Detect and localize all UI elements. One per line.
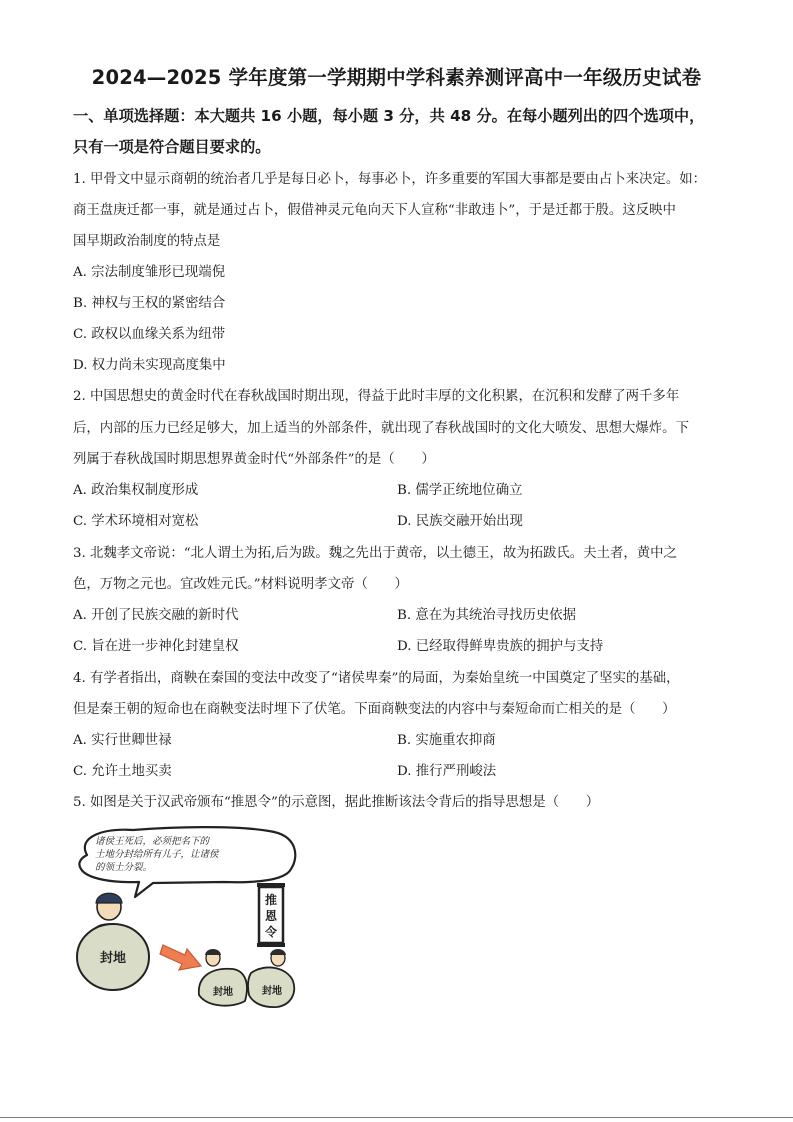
- scroll-char-1: 推: [264, 893, 278, 907]
- q1-stem-line-3: 国早期政治制度的特点是: [73, 234, 221, 249]
- q2-option-d: D. 民族交融开始出现: [397, 514, 523, 529]
- q2-stem-line-2: 后，内部的压力已经足够大，加上适当的外部条件，就出现了春秋战国时的文化大喷发、思想大爆炸。下: [73, 421, 689, 436]
- page-bottom-rule: [0, 1117, 793, 1118]
- scroll-char-3: 令: [264, 925, 278, 939]
- q2-stem-line-3: 列属于春秋战国时期思想界黄金时代“外部条件”的是（ ）: [73, 452, 435, 467]
- q2-stem-line-1: 2. 中国思想史的黄金时代在春秋战国时期出现，得益于此时丰厚的文化积累，在沉积和发酵了两千多年: [73, 389, 680, 404]
- arrow-icon: [160, 945, 201, 970]
- q4-option-c: C. 允许土地买卖: [73, 764, 172, 779]
- q3-option-d: D. 已经取得鲜卑贵族的拥护与支持: [397, 639, 604, 654]
- q2-option-b: B. 儒学正统地位确立: [397, 483, 523, 498]
- q4-option-d: D. 推行严刑峻法: [397, 764, 497, 779]
- q1-stem-line-2: 商王盘庚迁都一事，就是通过占卜，假借神灵元龟向天下人宣称“非敢违卜”，于是迁都于殷。这反映中: [73, 203, 676, 218]
- q1-option-d: D. 权力尚未实现高度集中: [73, 358, 226, 373]
- q4-stem-line-2: 但是秦王朝的短命也在商鞅变法时埋下了伏笔。下面商鞅变法的内容中与秦短命而亡相关的是（ ）: [73, 702, 676, 717]
- scroll-icon: [257, 883, 285, 947]
- heir-figure-left-icon: [205, 949, 221, 966]
- speech-line-1: 诸侯王死后，必须把名下的: [95, 836, 210, 847]
- q4-option-a: A. 实行世卿世禄: [73, 733, 172, 748]
- q1-stem-line-1: 1. 甲骨文中显示商朝的统治者几乎是每日必卜，每事必卜，许多重要的军国大事都是要由占卜来决定。如：: [73, 172, 706, 187]
- q1-option-b: B. 神权与王权的紧密结合: [73, 296, 226, 311]
- q3-option-a: A. 开创了民族交融的新时代: [73, 608, 239, 623]
- q2-option-a: A. 政治集权制度形成: [73, 483, 199, 498]
- small-land-left-label: 封地: [213, 987, 233, 998]
- q5-stem-line-1: 5. 如图是关于汉武帝颁布“推恩令”的示意图，据此推断该法令背后的指导思想是（ ）: [73, 795, 600, 810]
- q3-stem-line-1: 3. 北魏孝文帝说：“北人谓土为拓,后为跋。魏之先出于黄帝，以土德王，故为拓跋氏。夫土者，黄中之: [73, 546, 677, 561]
- q3-option-b: B. 意在为其统治寻找历史依据: [397, 608, 577, 623]
- q2-option-c: C. 学术环境相对宽松: [73, 514, 199, 529]
- speech-line-2: 土地分封给所有儿子，让诸侯: [95, 849, 219, 860]
- section-heading-line-1: 一、单项选择题：本大题共 16 小题，每小题 3 分，共 48 分。在每小题列出的四个选项中，: [73, 107, 705, 125]
- heir-figure-right-icon: [270, 949, 286, 966]
- big-land-label: 封地: [99, 951, 127, 966]
- q1-option-c: C. 政权以血缘关系为纽带: [73, 327, 226, 342]
- speech-line-3: 的领土分裂。: [95, 862, 153, 873]
- exam-title: 2024—2025 学年度第一学期期中学科素养测评高中一年级历史试卷: [91, 66, 702, 89]
- q4-option-b: B. 实施重农抑商: [397, 733, 496, 748]
- q4-stem-line-1: 4. 有学者指出，商鞅在秦国的变法中改变了“诸侯卑秦”的局面，为秦始皇统一中国奠定了坚实的基础，: [73, 671, 680, 686]
- scroll-char-2: 恩: [264, 909, 278, 923]
- small-land-right-label: 封地: [262, 986, 282, 997]
- q3-stem-line-2: 色，万物之元也。宜改姓元氏。”材料说明孝文帝（ ）: [73, 577, 408, 592]
- section-heading-line-2: 只有一项是符合题目要求的。: [73, 138, 271, 156]
- q1-option-a: A. 宗法制度雏形已现端倪: [73, 265, 226, 280]
- tuienling-cartoon-figure: [73, 825, 303, 1015]
- q3-option-c: C. 旨在进一步神化封建皇权: [73, 639, 239, 654]
